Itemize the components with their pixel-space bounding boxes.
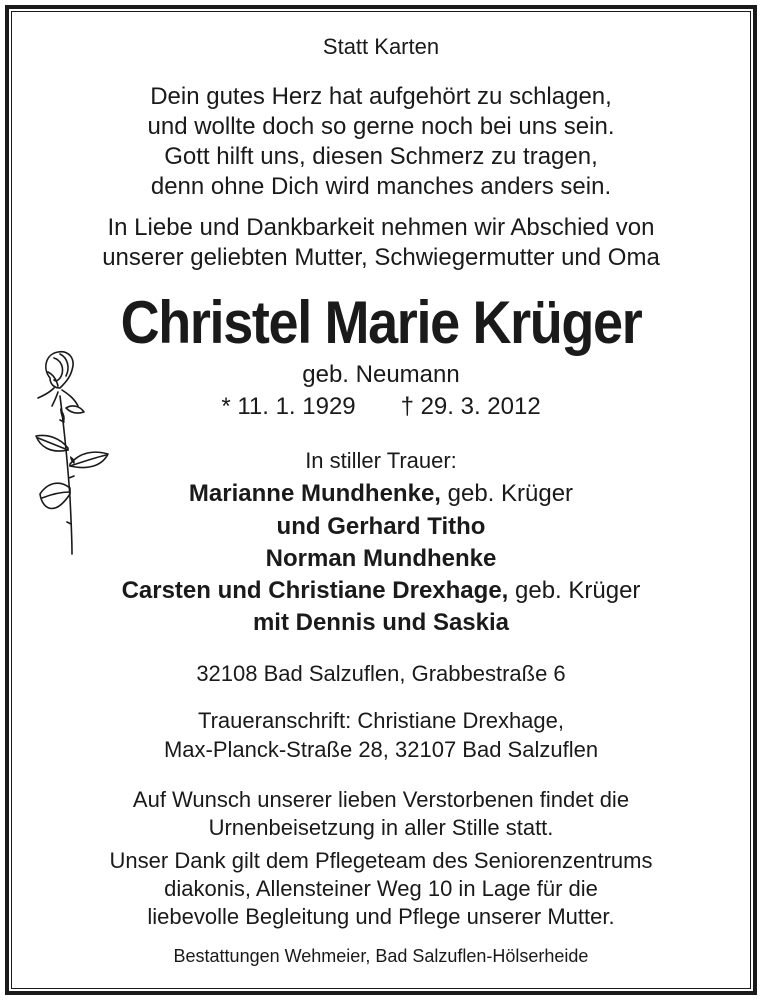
poem-line-4: denn ohne Dich wird manches anders sein. — [150, 173, 612, 200]
mourner-2-name: und Gerhard Titho — [276, 513, 486, 540]
mourner-line-3 — [0, 545, 762, 573]
mourner-line-1 — [0, 480, 762, 508]
mourner-4-note: geb. Krüger — [508, 577, 641, 604]
undertaker: Bestattungen Wehmeier, Bad Salzuflen-Hölserheide — [173, 946, 589, 966]
thanks-line-2: diakonis, Allensteiner Weg 10 in Lage für die — [164, 876, 598, 901]
rose-icon — [30, 348, 110, 558]
thanks-line-3: liebevolle Begleitung und Pflege unserer Mutter. — [147, 904, 615, 929]
poem-line-1: Dein gutes Herz hat aufgehört zu schlagen, — [150, 83, 612, 110]
burial-note-line-2: Urnenbeisetzung in aller Stille statt. — [208, 815, 554, 840]
mourner-5-name: mit Dennis und Saskia — [252, 609, 510, 636]
mourner-line-2 — [0, 513, 762, 541]
mourners-intro: In stiller Trauer: — [305, 448, 457, 473]
intro-line-1: In Liebe und Dankbarkeit nehmen wir Abschied von — [107, 214, 655, 241]
maiden-name: geb. Neumann — [302, 361, 460, 388]
header-statt-karten: Statt Karten — [322, 34, 440, 59]
mourning-address-line-1: Traueranschrift: Christiane Drexhage, — [197, 708, 564, 733]
death-date: † 29. 3. 2012 — [400, 393, 541, 420]
poem-line-3: Gott hilft uns, diesen Schmerz zu tragen, — [164, 143, 598, 170]
family-address: 32108 Bad Salzuflen, Grabbestraße 6 — [196, 661, 566, 686]
mourner-3-name: Norman Mundhenke — [265, 545, 497, 572]
burial-note-line-1: Auf Wunsch unserer lieben Verstorbenen findet die — [132, 787, 630, 812]
life-dates — [0, 393, 762, 421]
mourner-1-name: Marianne Mundhenke, — [188, 480, 441, 507]
mourner-1-note: geb. Krüger — [440, 480, 574, 507]
deceased-name: Christel Marie Krüger — [120, 289, 642, 356]
mourner-4-name: Carsten und Christiane Drexhage, — [121, 577, 509, 604]
mourning-address-line-2: Max-Planck-Straße 28, 32107 Bad Salzuflen — [163, 737, 599, 762]
poem-line-2: und wollte doch so gerne noch bei uns sein. — [147, 113, 615, 140]
intro-line-2: unserer geliebten Mutter, Schwiegermutter und Oma — [102, 244, 660, 271]
mourner-line-4 — [0, 577, 762, 605]
mourner-line-5 — [0, 609, 762, 637]
thanks-line-1: Unser Dank gilt dem Pflegeteam des Seniorenzentrums — [109, 848, 653, 873]
birth-date: * 11. 1. 1929 — [221, 393, 356, 420]
